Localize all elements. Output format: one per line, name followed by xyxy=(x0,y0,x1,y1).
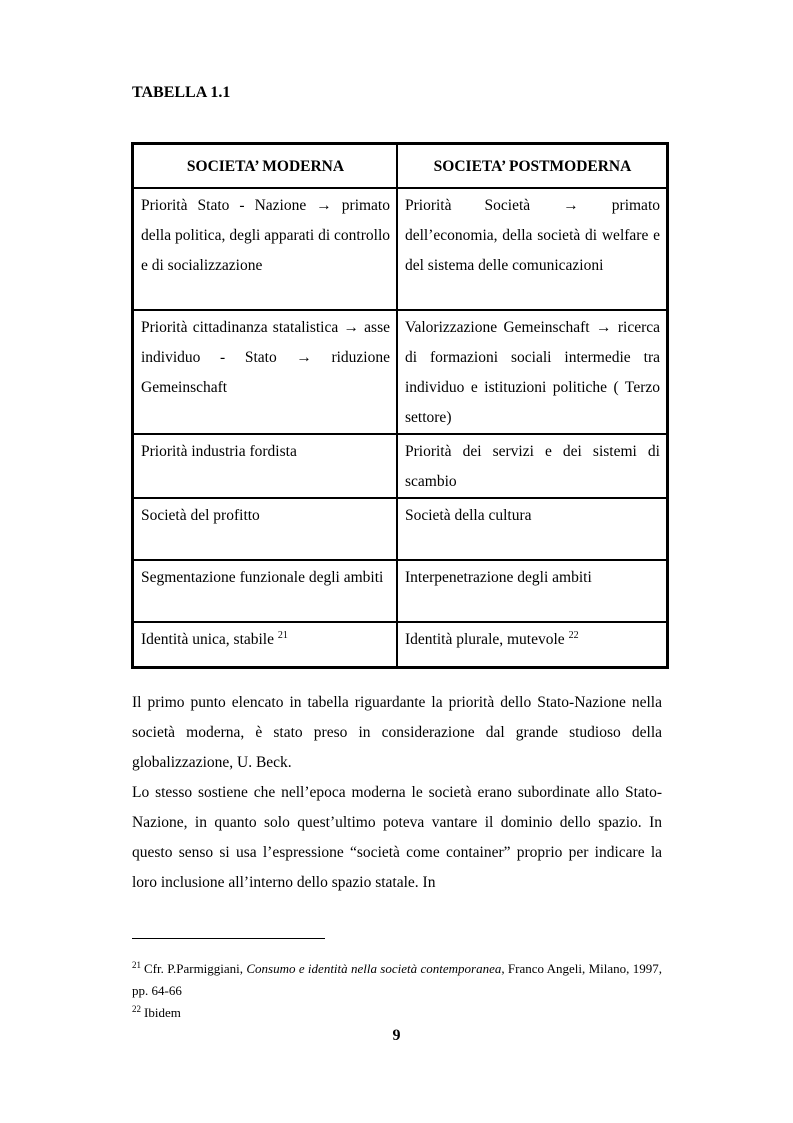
comparison-table xyxy=(131,142,669,669)
footnote-divider xyxy=(132,938,325,939)
table-header-row xyxy=(133,144,667,188)
footnote-number: 21 xyxy=(132,960,141,970)
cell-modern: Priorità industria fordista xyxy=(133,434,397,498)
cell-text: Identità unica, stabile xyxy=(141,631,274,648)
cell-postmodern: Interpenetrazione degli ambiti xyxy=(397,560,667,622)
header-modern: SOCIETA’ MODERNA xyxy=(133,144,397,188)
footnote xyxy=(132,1002,662,1024)
table-row xyxy=(133,434,667,498)
cell-postmodern: Valorizzazione Gemeinschaft → ricerca di formazioni sociali intermedie tra individuo e istituzioni politiche ( Terzo settore) xyxy=(397,310,667,434)
table-row xyxy=(133,498,667,560)
cell-postmodern: Priorità Società → primato dell’economia, della società di welfare e del sistema delle comunicazioni xyxy=(397,188,667,310)
cell-postmodern xyxy=(397,622,667,667)
cell-modern: Priorità cittadinanza statalistica → asse individuo - Stato → riduzione Gemeinschaft xyxy=(133,310,397,434)
footnote-text: Ibidem xyxy=(144,1005,181,1020)
cell-postmodern: Priorità dei servizi e dei sistemi di scambio xyxy=(397,434,667,498)
footnote xyxy=(132,958,662,1002)
cell-text: Identità plurale, mutevole xyxy=(405,631,565,648)
footnote-number: 22 xyxy=(132,1004,141,1014)
cell-modern: Priorità Stato - Nazione → primato della politica, degli apparati di controllo e di socializzazione xyxy=(133,188,397,310)
cell-postmodern: Società della cultura xyxy=(397,498,667,560)
cell-modern: Segmentazione funzionale degli ambiti xyxy=(133,560,397,622)
cell-modern: Società del profitto xyxy=(133,498,397,560)
footnotes xyxy=(132,958,662,1024)
paragraph: Il primo punto elencato in tabella riguardante la priorità dello Stato-Nazione nella società moderna, è stato preso in considerazione dal grande studioso della globalizzazione, U. Beck. xyxy=(132,694,662,771)
table-row xyxy=(133,188,667,310)
footnote-ref[interactable]: 22 xyxy=(568,630,579,641)
footnote-text: Cfr. P.Parmiggiani, xyxy=(144,961,247,976)
footnote-text: , Franco Angeli, Milano, 1997, pp. 64-66 xyxy=(132,961,662,998)
paragraph: Lo stesso sostiene che nell’epoca moderna le società erano subordinate allo Stato-Nazione, in quanto solo quest’ultimo poteva vantare il dominio dello spazio. In questo senso si usa l’espressione “società come container” proprio per indicare la loro inclusione all’interno dello spazio statale. In xyxy=(132,784,662,891)
header-postmodern: SOCIETA’ POSTMODERNA xyxy=(397,144,667,188)
cell-modern xyxy=(133,622,397,667)
footnote-ref[interactable]: 21 xyxy=(277,630,288,641)
table-caption: TABELLA 1.1 xyxy=(132,84,231,101)
table-row xyxy=(133,560,667,622)
body-text xyxy=(132,688,662,898)
page-number: 9 xyxy=(392,1027,401,1044)
footnote-title: Consumo e identità nella società contemporanea xyxy=(246,961,502,976)
table-row xyxy=(133,310,667,434)
table-row xyxy=(133,622,667,667)
